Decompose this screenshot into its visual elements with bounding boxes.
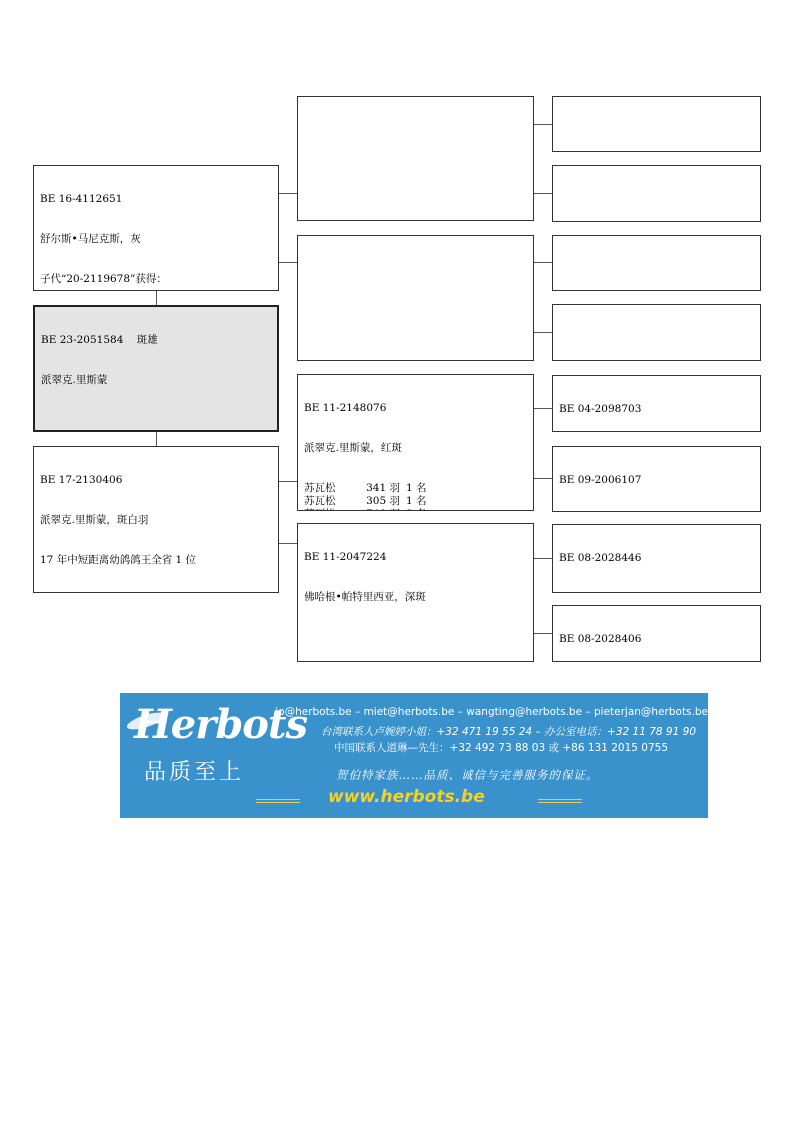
connector: [156, 291, 157, 305]
dam-line: 17 年中短距离幼鸽鸽王全省 1 位: [40, 553, 197, 566]
dam-sire-line: 派翠克.里斯蒙，红斑: [304, 442, 402, 455]
connector: [156, 431, 157, 446]
taiwan-contact: 台湾联系人卢婉婷小姐：+32 471 19 55 24 – 办公室电话：+32 11 78 91 90: [320, 726, 696, 738]
connector: [279, 262, 297, 263]
china-contact: 中国联系人道琳—先生：+32 492 73 88 03 或 +86 131 2015 0755: [334, 742, 668, 754]
connector: [533, 408, 552, 409]
email-list: jo@herbots.be – miet@herbots.be – wangting@herbots.be – pieterjan@herbots.be: [275, 706, 708, 718]
herbots-logo: Herbots: [134, 701, 307, 748]
results-table: [304, 482, 427, 511]
dam-box: [33, 446, 279, 593]
result-row: 苏瓦松 305 羽 1 名: [304, 494, 427, 507]
ring-number: BE 09-2006107: [559, 474, 642, 487]
ring-number: BE 11-2047224: [304, 551, 387, 564]
dam-dam-box: [297, 523, 534, 662]
empty-ancestor-box: [297, 96, 534, 221]
sire-box: [33, 165, 279, 291]
divider: [538, 799, 582, 803]
connector: [279, 481, 297, 482]
ring-number: BE 23-2051584: [41, 334, 124, 347]
great-grandparent-box: [552, 446, 761, 512]
divider: [256, 799, 300, 803]
subject-header: [41, 334, 271, 347]
empty-ancestor-box: [297, 235, 534, 361]
sire-line: 舒尔斯•马尼克斯，灰: [40, 233, 141, 246]
connector: [533, 633, 552, 634]
website-link[interactable]: www.herbots.be: [328, 787, 485, 807]
dam-sire-box: [297, 374, 534, 511]
empty-ancestor-box: [552, 304, 761, 361]
connector: [533, 332, 552, 333]
connector: [533, 262, 552, 263]
ring-number: BE 16-4112651: [40, 193, 123, 206]
subject-box: [33, 305, 279, 432]
ring-number: BE 11-2148076: [304, 402, 387, 415]
ggp-line: [559, 592, 754, 593]
dam-dam-line: 佛哈根•帕特里西亚，深斑: [304, 591, 426, 604]
empty-ancestor-box: [552, 96, 761, 152]
slogan: 品质至上: [144, 760, 245, 785]
great-grandparent-box: [552, 605, 761, 662]
ring-number: BE 08-2028446: [559, 552, 642, 565]
ring-number: BE 04-2098703: [559, 403, 642, 416]
dam-line: 派翠克.里斯蒙，斑白羽: [40, 514, 149, 527]
great-grandparent-box: [552, 375, 761, 432]
ring-number: BE 17-2130406: [40, 474, 123, 487]
sex-label: 斑雄: [136, 334, 158, 347]
sire-line: 子代“20-2119678”获得：: [40, 272, 167, 285]
herbots-banner: [120, 693, 708, 818]
subject-line: 派翠克.里斯蒙: [41, 374, 108, 387]
empty-ancestor-box: [552, 235, 761, 291]
ring-number: BE 08-2028406: [559, 633, 642, 646]
connector: [279, 193, 297, 194]
service-promise: 贺伯特家族……品质、诚信与完善服务的保证。: [336, 768, 599, 782]
empty-ancestor-box: [552, 165, 761, 222]
result-row: [304, 508, 427, 511]
result-row: 苏瓦松 341 羽 1 名: [304, 481, 427, 494]
connector: [533, 558, 552, 559]
connector: [533, 193, 552, 194]
connector: [533, 124, 552, 125]
great-grandparent-box: [552, 524, 761, 593]
connector: [279, 543, 297, 544]
connector: [533, 478, 552, 479]
